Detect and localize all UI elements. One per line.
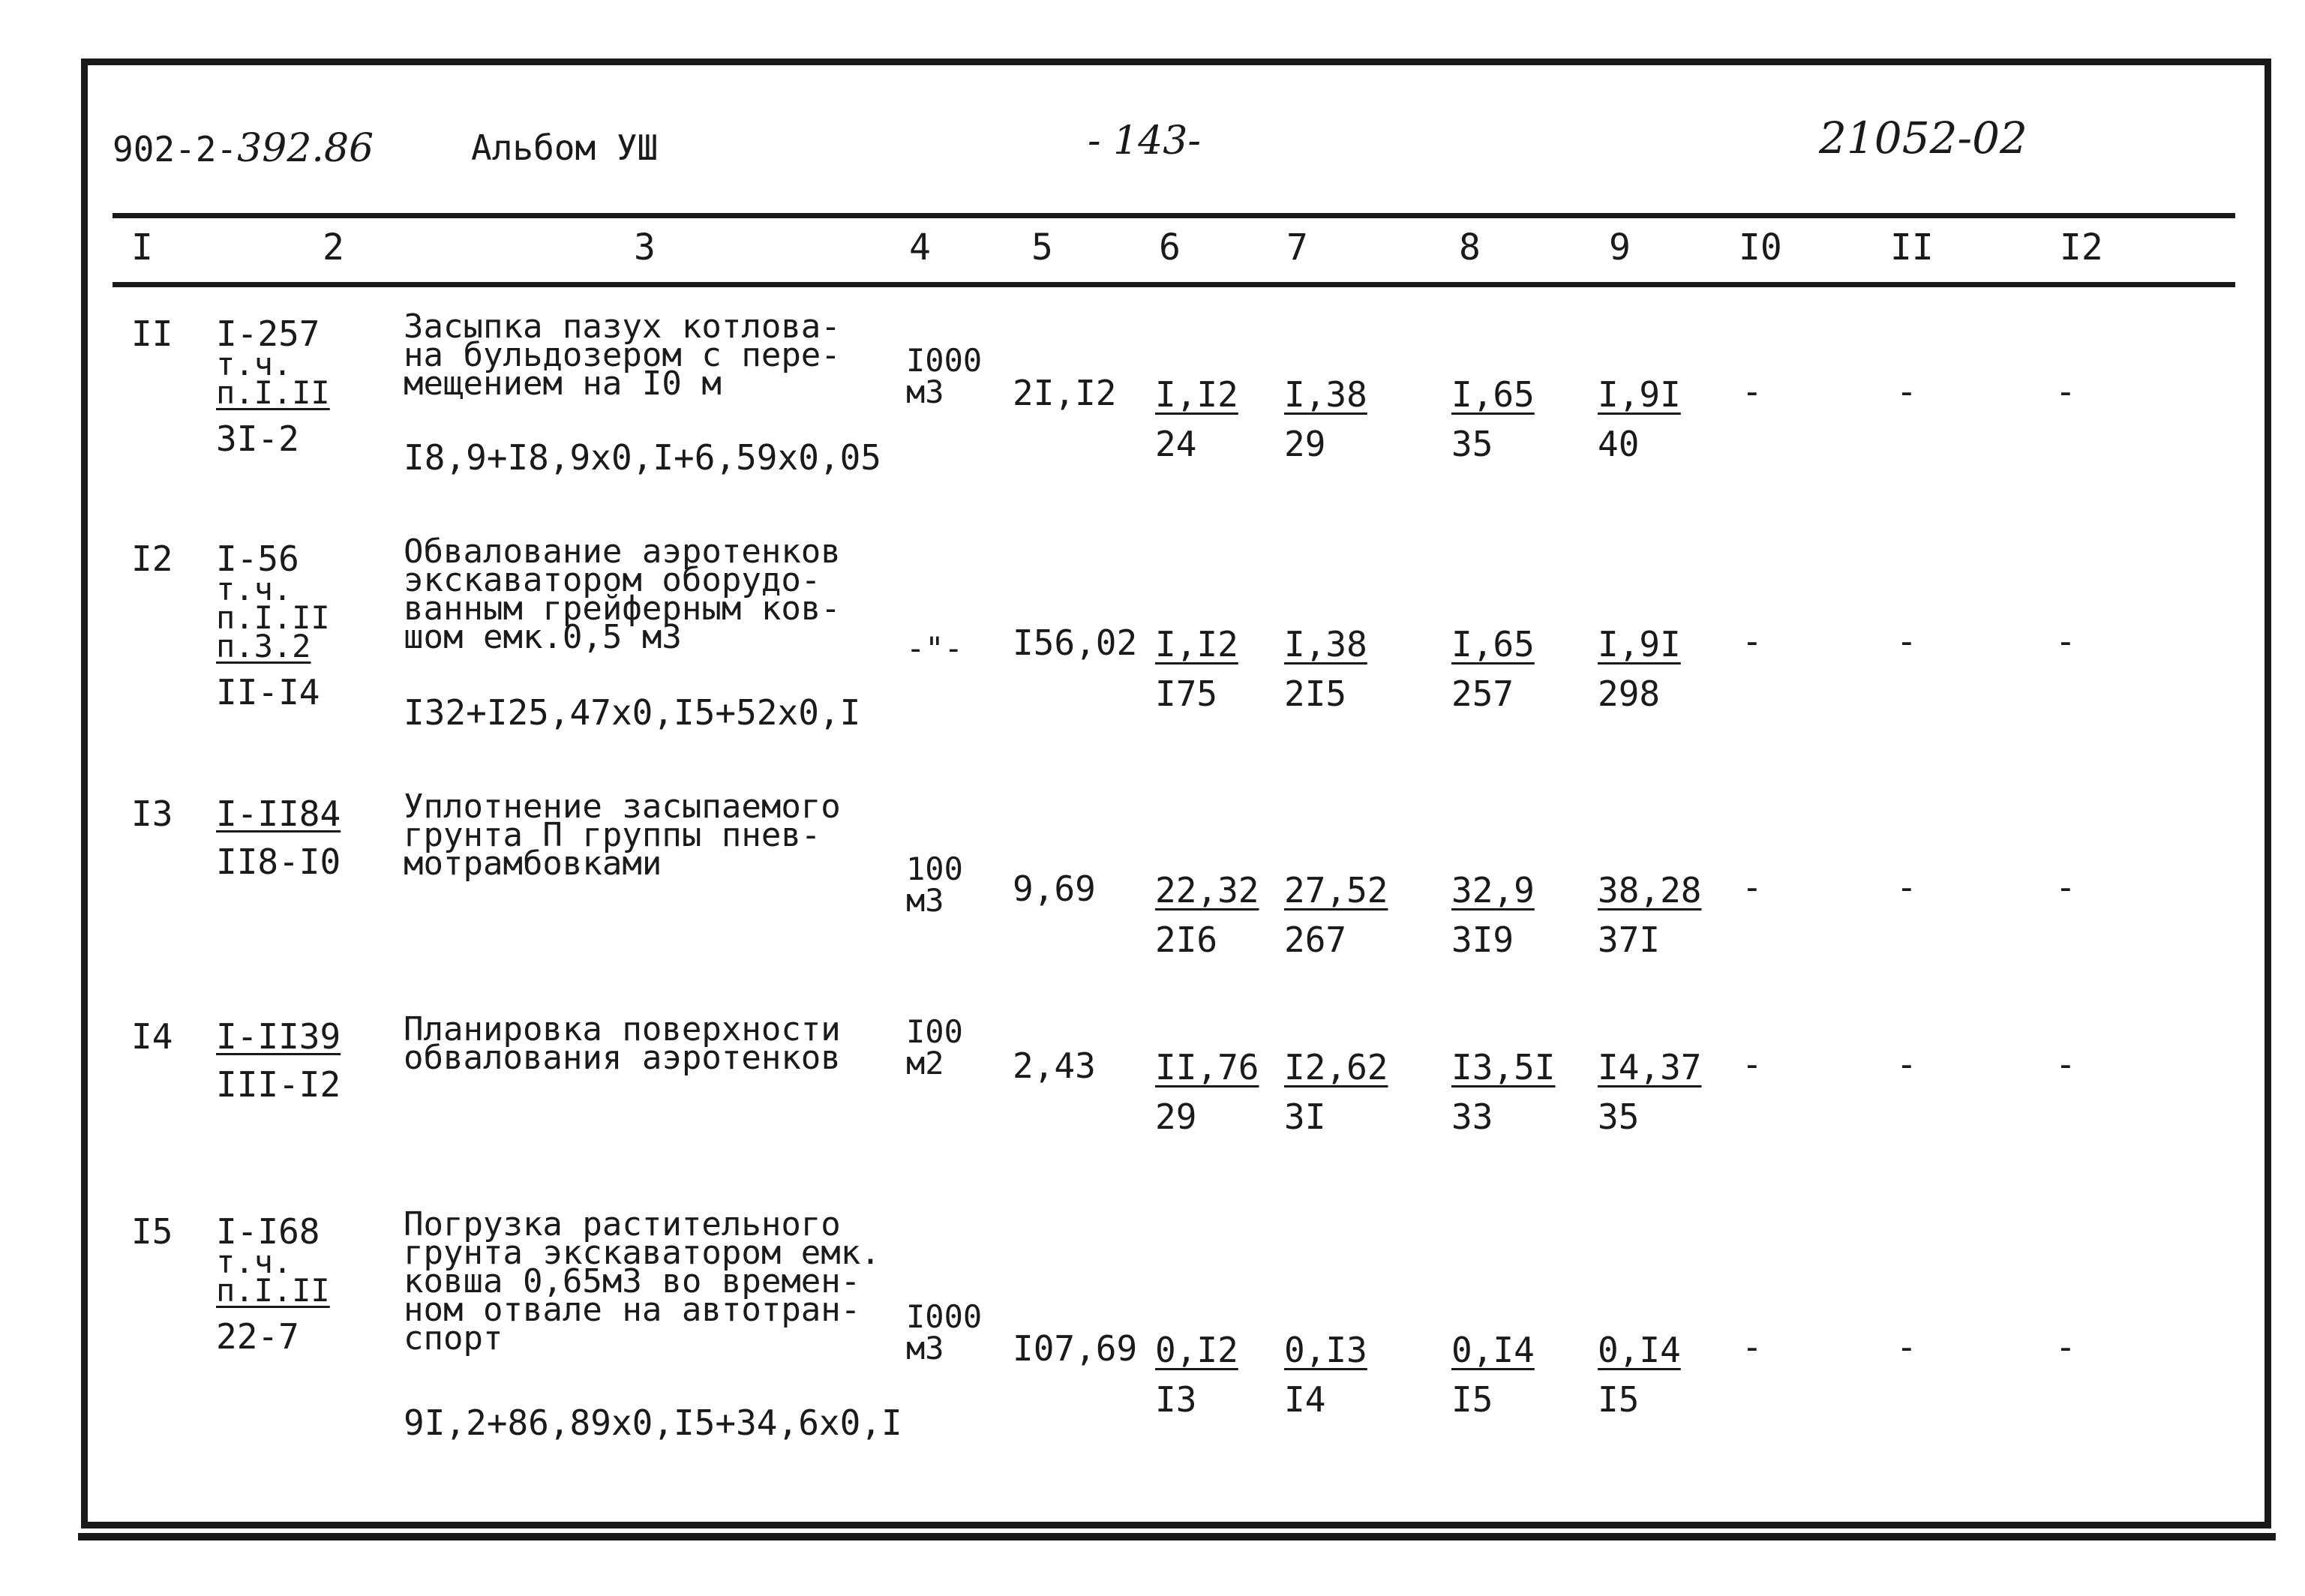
empty-value-dash: - — [1742, 867, 1763, 908]
coefficient-fraction — [1451, 1042, 1555, 1142]
work-description-line: шом емк.0,5 м3 — [404, 618, 682, 656]
coefficient-fraction — [1451, 370, 1535, 469]
coefficient-fraction — [1598, 1042, 1701, 1142]
column-number-5: 5 — [1031, 226, 1053, 268]
fraction-numerator: 0,I2 — [1155, 1330, 1238, 1370]
column-number-10: I0 — [1739, 226, 1782, 268]
work-description-line: ном отвале на автотран- — [404, 1291, 861, 1329]
fraction-numerator: I3,5I — [1451, 1047, 1556, 1088]
work-description-line: обвалования аэротенков — [404, 1039, 841, 1077]
column-number-7: 7 — [1286, 226, 1308, 268]
empty-value-dash: - — [1896, 1044, 1917, 1084]
empty-value-dash: - — [1742, 371, 1763, 412]
column-number-8: 8 — [1459, 226, 1481, 268]
fraction-denominator: 3I — [1284, 1096, 1326, 1137]
column-number-12: I2 — [2060, 226, 2103, 268]
norm-code-ref: 3I-2 — [216, 418, 299, 459]
fraction-denominator: 2I6 — [1155, 920, 1218, 960]
page-number: - 143- — [1088, 118, 1201, 164]
fraction-denominator: 40 — [1598, 424, 1640, 464]
header-top-rule — [113, 213, 2235, 218]
empty-value-dash: - — [1896, 1327, 1917, 1367]
fraction-numerator: I,I2 — [1155, 624, 1238, 664]
fraction-numerator: I2,62 — [1284, 1047, 1388, 1088]
norm-code: п.I.II — [216, 599, 330, 636]
unit-of-measure: м3 — [906, 882, 944, 919]
quantity-formula: 9I,2+86,89x0,I5+34,6x0,I — [404, 1402, 902, 1443]
quantity-value: 2,43 — [1013, 1046, 1096, 1086]
fraction-numerator: 22,32 — [1155, 870, 1259, 910]
quantity-value: 2I,I2 — [1013, 373, 1117, 413]
fraction-denominator: 3I9 — [1451, 920, 1514, 960]
work-description-line: спорт — [404, 1319, 503, 1358]
norm-code: I-257 — [216, 314, 320, 354]
fraction-denominator: 29 — [1155, 1096, 1197, 1137]
quantity-value: I07,69 — [1013, 1328, 1138, 1369]
fraction-numerator: 0,I4 — [1451, 1330, 1535, 1370]
norm-code: п.I.II — [216, 374, 330, 411]
norm-code: I-I68 — [216, 1211, 320, 1252]
header-bottom-rule — [113, 282, 2235, 287]
project-code-prefix: 902-2- — [113, 129, 238, 170]
column-number-3: 3 — [634, 226, 656, 268]
norm-code: I-II84 — [216, 794, 341, 834]
fraction-numerator: I,9I — [1598, 624, 1681, 664]
fraction-numerator: I4,37 — [1598, 1047, 1702, 1088]
empty-value-dash: - — [2055, 1044, 2076, 1084]
fraction-denominator: 24 — [1155, 424, 1197, 464]
coefficient-fraction — [1598, 866, 1701, 964]
coefficient-fraction — [1598, 620, 1681, 718]
document-number: 21052-02 — [1819, 112, 2027, 164]
column-number-11: II — [1890, 226, 1934, 268]
coefficient-fraction — [1598, 1325, 1681, 1424]
coefficient-fraction — [1284, 620, 1367, 718]
work-description-line: экскаватором оборудо- — [404, 561, 821, 599]
fraction-numerator: II,76 — [1155, 1047, 1259, 1088]
norm-code: I-II39 — [216, 1016, 341, 1057]
work-description-line: Обвалование аэротенков — [404, 532, 841, 571]
norm-code: I-56 — [216, 538, 299, 579]
work-description-line: Планировка поверхности — [404, 1010, 841, 1048]
empty-value-dash: - — [1896, 621, 1917, 662]
work-description-line: Уплотнение засыпаемого — [404, 788, 841, 826]
empty-value-dash: - — [2055, 371, 2076, 412]
fraction-denominator: 298 — [1598, 674, 1661, 714]
row-number: II — [131, 314, 173, 354]
norm-code-ref: III-I2 — [216, 1064, 341, 1105]
empty-value-dash: - — [2055, 867, 2076, 908]
column-number-4: 4 — [909, 226, 931, 268]
fraction-denominator: I5 — [1451, 1379, 1493, 1420]
fraction-numerator: I,65 — [1451, 374, 1535, 415]
fraction-denominator: I4 — [1284, 1379, 1326, 1420]
work-description-line: ковша 0,65м3 во времен- — [404, 1262, 861, 1300]
empty-value-dash: - — [1896, 867, 1917, 908]
coefficient-fraction — [1155, 620, 1238, 718]
coefficient-fraction — [1155, 1042, 1259, 1142]
quantity-value: 9,69 — [1013, 868, 1096, 909]
unit-of-measure: -"- — [906, 630, 963, 667]
fraction-numerator: I,65 — [1451, 624, 1535, 664]
row-number: I3 — [131, 794, 173, 834]
fraction-numerator: 0,I4 — [1598, 1330, 1681, 1370]
coefficient-fraction — [1284, 866, 1388, 964]
fraction-numerator: 27,52 — [1284, 870, 1388, 910]
column-number-9: 9 — [1609, 226, 1631, 268]
fraction-denominator: 37I — [1598, 920, 1661, 960]
fraction-denominator: 29 — [1284, 424, 1326, 464]
work-description-line: мотрамбовками — [404, 844, 662, 883]
norm-code-ref: 22-7 — [216, 1316, 299, 1357]
norm-code: п.I.II — [216, 1272, 330, 1309]
coefficient-fraction — [1284, 370, 1367, 469]
work-description-line: ванным грейферным ков- — [404, 590, 841, 628]
empty-value-dash: - — [1742, 1044, 1763, 1084]
fraction-denominator: 267 — [1284, 920, 1347, 960]
fraction-numerator: 0,I3 — [1284, 1330, 1367, 1370]
unit-of-measure: I00 — [906, 1013, 963, 1050]
quantity-formula: I8,9+I8,9x0,I+6,59x0,05 — [404, 437, 881, 478]
work-description-line: на бульдозером с пере- — [404, 336, 841, 374]
work-description-line: Погрузка растительного — [404, 1205, 841, 1244]
fraction-denominator: 2I5 — [1284, 674, 1347, 714]
fraction-numerator: I,38 — [1284, 374, 1367, 415]
row-number: I5 — [131, 1211, 173, 1252]
norm-code: п.3.2 — [216, 628, 311, 664]
coefficient-fraction — [1284, 1325, 1367, 1424]
coefficient-fraction — [1451, 620, 1535, 718]
norm-code-ref: II8-I0 — [216, 842, 341, 882]
album-label: Альбом УШ — [471, 128, 659, 168]
work-description-line: мещением на I0 м — [404, 364, 722, 403]
coefficient-fraction — [1598, 370, 1681, 469]
coefficient-fraction — [1451, 1325, 1535, 1424]
unit-of-measure: I000 — [906, 1298, 983, 1335]
empty-value-dash: - — [2055, 1327, 2076, 1367]
fraction-numerator: I,9I — [1598, 374, 1681, 415]
column-number-1: I — [131, 226, 153, 268]
quantity-formula: I32+I25,47x0,I5+52x0,I — [404, 692, 861, 733]
fraction-denominator: 35 — [1451, 424, 1493, 464]
coefficient-fraction — [1284, 1042, 1388, 1142]
norm-code: т.ч. — [216, 346, 293, 382]
norm-code: т.ч. — [216, 571, 293, 608]
fraction-denominator: I5 — [1598, 1379, 1640, 1420]
fraction-denominator: 257 — [1451, 674, 1514, 714]
unit-of-measure: I000 — [906, 342, 983, 379]
fraction-denominator: I3 — [1155, 1379, 1197, 1420]
unit-of-measure: 100 — [906, 850, 963, 887]
row-number: I4 — [131, 1016, 173, 1057]
work-description-line: грунта П группы пнев- — [404, 816, 821, 854]
fraction-numerator: 32,9 — [1451, 870, 1535, 910]
work-description-line: грунта экскаватором емк. — [404, 1234, 881, 1272]
fraction-numerator: I,38 — [1284, 624, 1367, 664]
fraction-numerator: 38,28 — [1598, 870, 1702, 910]
column-number-6: 6 — [1159, 226, 1181, 268]
unit-of-measure: м2 — [906, 1045, 944, 1082]
fraction-numerator: I,I2 — [1155, 374, 1238, 415]
project-code — [113, 126, 374, 171]
coefficient-fraction — [1155, 1325, 1238, 1424]
quantity-value: I56,02 — [1013, 622, 1138, 663]
empty-value-dash: - — [1742, 1327, 1763, 1367]
coefficient-fraction — [1155, 370, 1238, 469]
norm-code: т.ч. — [216, 1244, 293, 1280]
column-number-2: 2 — [323, 226, 344, 268]
unit-of-measure: м3 — [906, 374, 944, 410]
coefficient-fraction — [1155, 866, 1259, 964]
project-code-handwritten: 392.86 — [237, 126, 374, 171]
empty-value-dash: - — [1742, 621, 1763, 662]
fraction-denominator: 33 — [1451, 1096, 1493, 1137]
fraction-denominator: I75 — [1155, 674, 1218, 714]
empty-value-dash: - — [1896, 371, 1917, 412]
norm-code-ref: II-I4 — [216, 672, 320, 712]
coefficient-fraction — [1451, 866, 1535, 964]
row-number: I2 — [131, 538, 173, 579]
work-description-line: Засыпка пазух котлова- — [404, 308, 841, 346]
frame-bottom-edge — [78, 1533, 2276, 1540]
unit-of-measure: м3 — [906, 1330, 944, 1366]
fraction-denominator: 35 — [1598, 1096, 1640, 1137]
empty-value-dash: - — [2055, 621, 2076, 662]
